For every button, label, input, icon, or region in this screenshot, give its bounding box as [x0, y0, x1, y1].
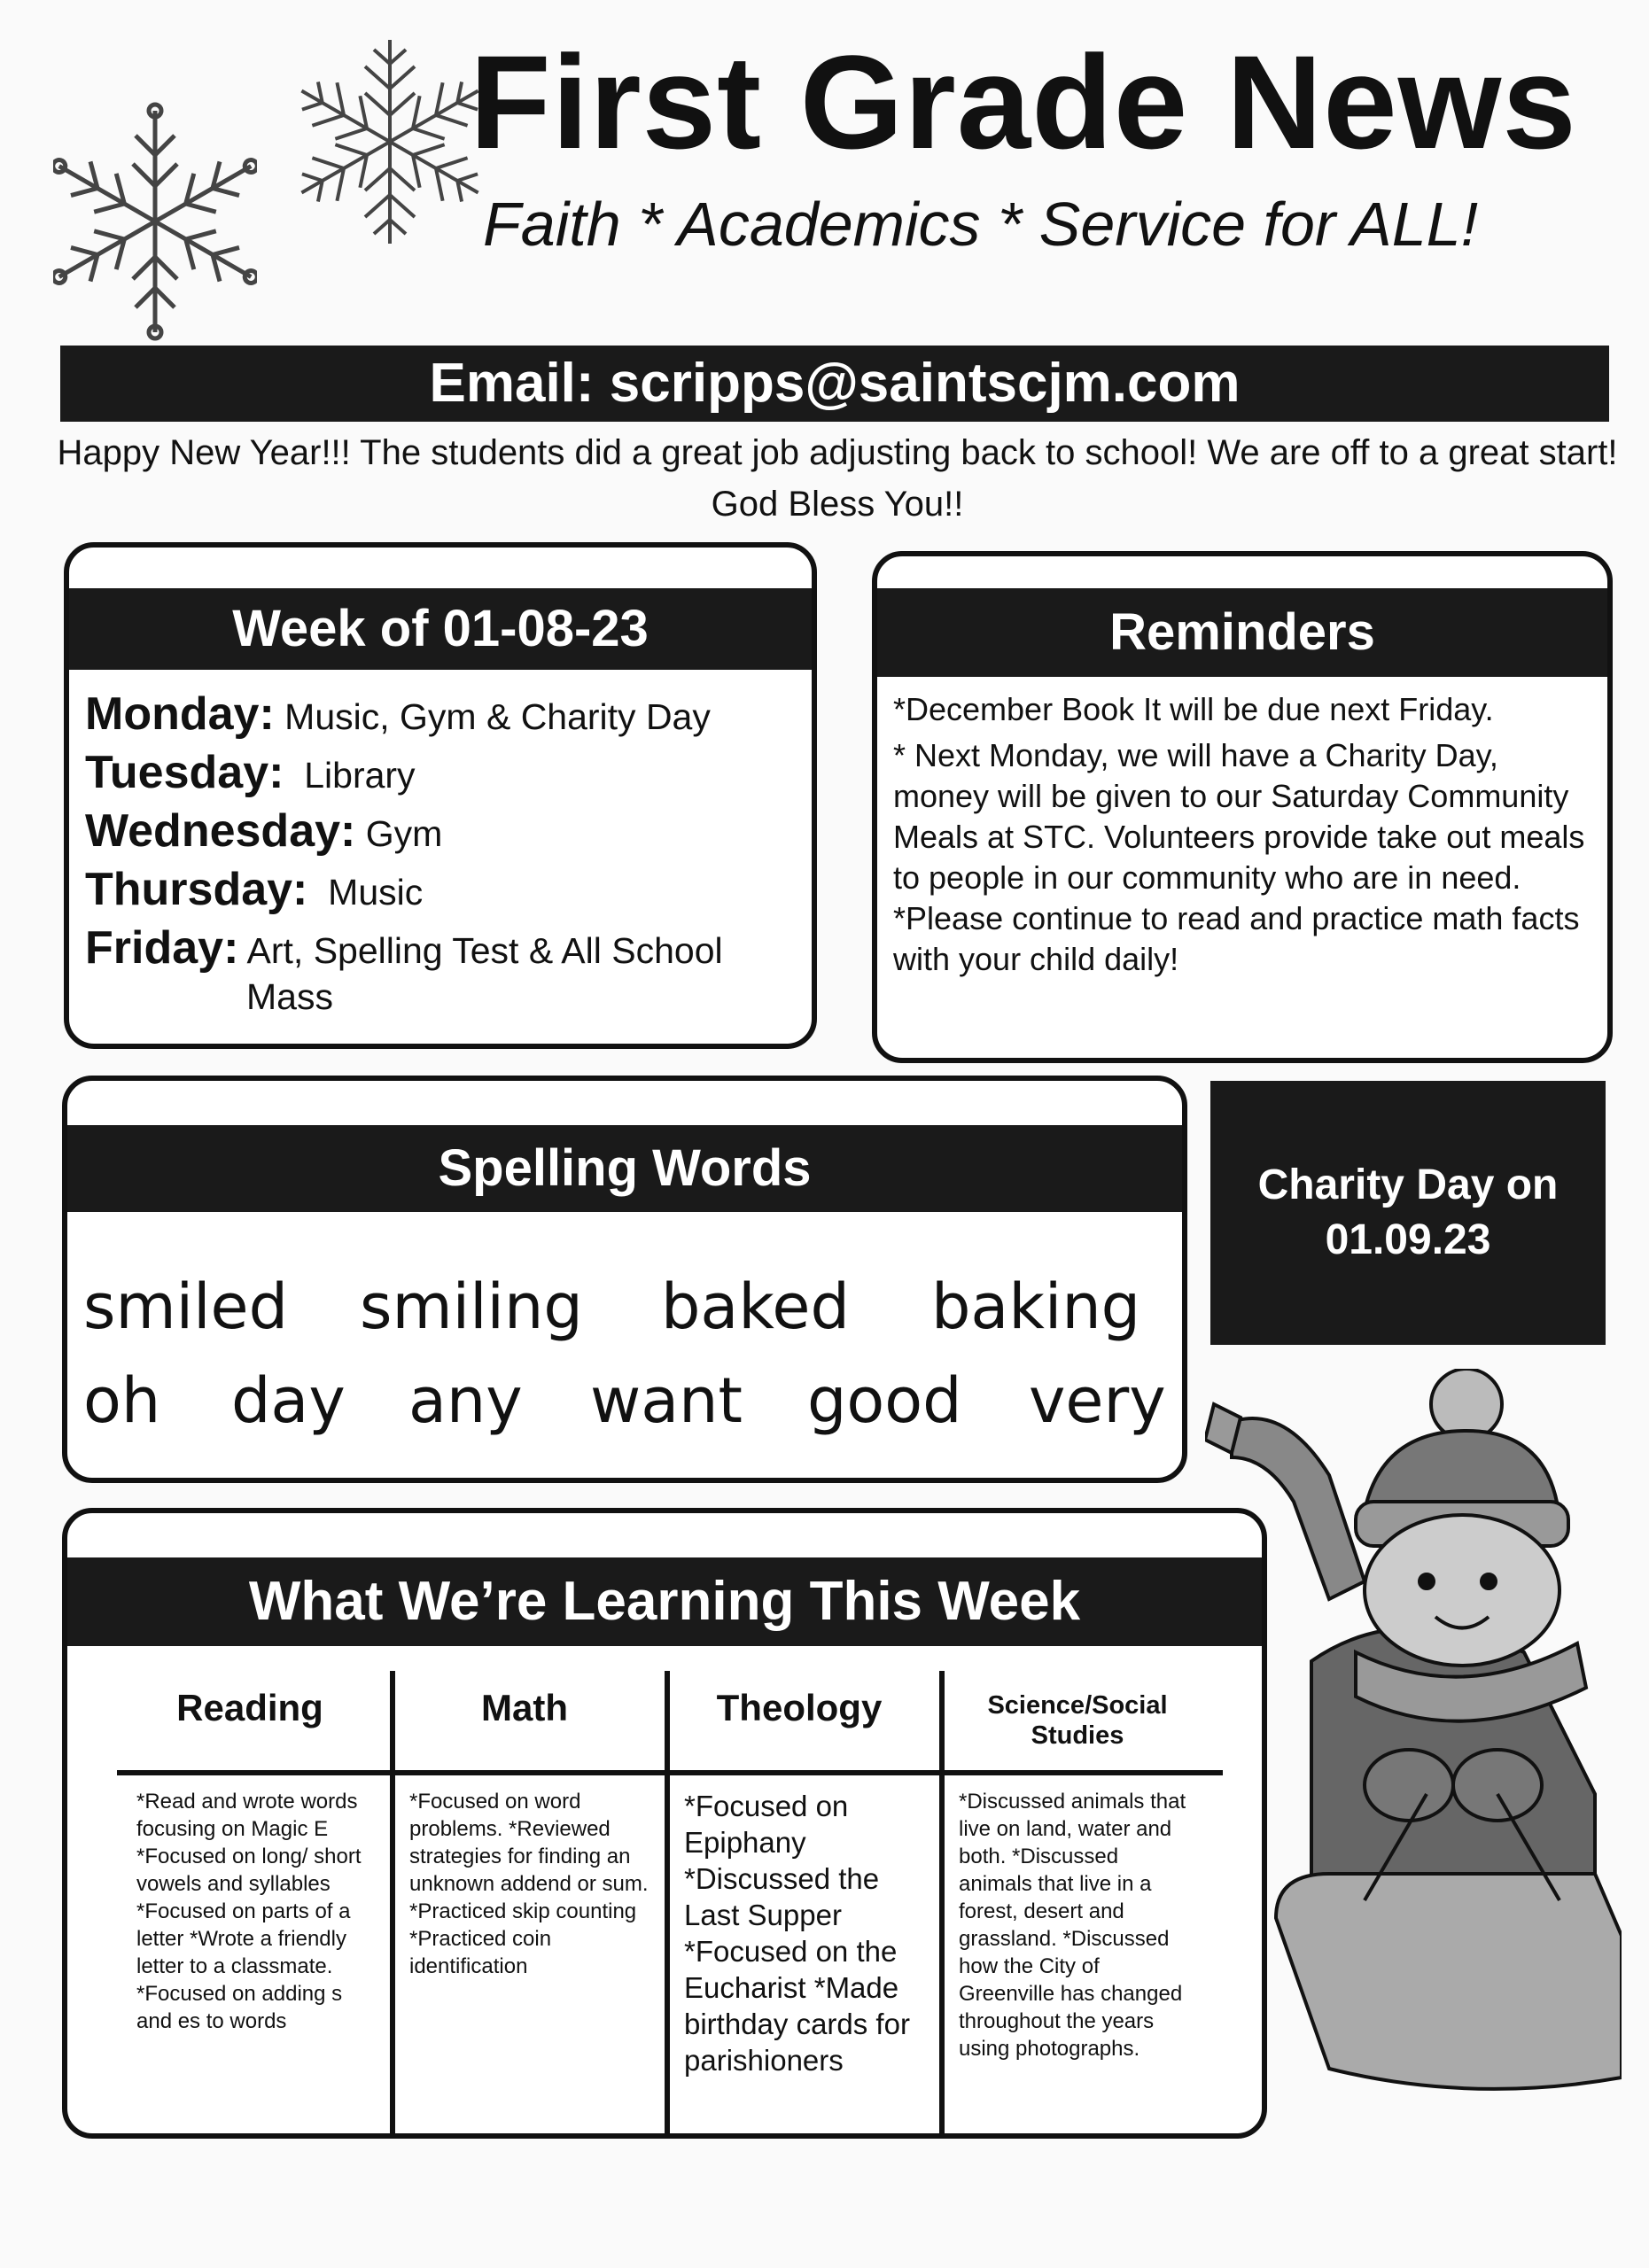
spelling-word: baking [931, 1270, 1141, 1343]
spelling-word: smiled [83, 1270, 289, 1343]
reminders-list [893, 689, 1593, 980]
column-text-theology: *Focused on Epiphany *Discussed the Last Supper *Focused on the Eucharist *Made birthday cards for parishioners [684, 1790, 910, 2077]
column-heading-science: Science/Social Studies [987, 1691, 1168, 1750]
reminders-title: Reminders [877, 588, 1607, 677]
column-heading-theology: Theology [716, 1687, 883, 1728]
spelling-word: baked [661, 1270, 850, 1343]
snowflake-icon-right [284, 35, 496, 248]
spelling-word: day [231, 1364, 346, 1437]
reminder-item: *Please continue to read and practice math facts with your child daily! [893, 900, 1580, 977]
column-divider [390, 1671, 395, 2139]
motto: Faith * Academics * Service for ALL! [483, 190, 1479, 259]
schedule-wednesday: Wednesday: Gym [85, 805, 443, 857]
column-divider [939, 1671, 945, 2139]
table-divider [117, 1770, 1223, 1775]
schedule-monday: Monday: Music, Gym & Charity Day [85, 688, 711, 740]
spelling-word: any [408, 1364, 523, 1437]
charity-day-box [1210, 1081, 1606, 1345]
column-text-science: *Discussed animals that live on land, water and both. *Discussed animals that live in a forest, desert and grassland. *Discussed how the City of Greenville has changed throughout the years using photographs. [959, 1790, 1186, 2061]
reminder-item: * Next Monday, we will have a Charity Day, money will be given to our Saturday Community Meals at STC. Volunteers provide take out meals to people in our community who are in need. [893, 737, 1585, 896]
learning-box [62, 1508, 1267, 2139]
week-title: Week of 01-08-23 [69, 588, 812, 670]
charity-label: Charity Day on [1257, 1161, 1559, 1208]
spelling-word: good [807, 1364, 962, 1437]
schedule-friday: Friday: Art, Spelling Test & All School [85, 922, 723, 974]
learning-title: What We’re Learning This Week [67, 1557, 1262, 1646]
reminder-item: *December Book It will be due next Friday. [893, 691, 1494, 727]
spelling-title: Spelling Words [67, 1125, 1182, 1212]
spelling-word: want [590, 1364, 743, 1437]
column-text-reading: *Read and wrote words focusing on Magic E *Focused on long/ short vowels and syllables *Focused on parts of a letter *Wrote a friendly letter to a classmate. *Focused on adding s and es to words [136, 1790, 362, 2033]
spelling-box [62, 1076, 1187, 1483]
spelling-word: very [1029, 1364, 1166, 1437]
spelling-word: oh [83, 1364, 161, 1437]
spelling-word: smiling [360, 1270, 583, 1343]
column-heading-reading: Reading [176, 1687, 323, 1728]
page-title: First Grade News [470, 27, 1577, 176]
schedule-thursday: Thursday: Music [85, 864, 424, 915]
charity-date: 01.09.23 [1325, 1216, 1491, 1263]
reminders-box [872, 551, 1613, 1063]
email-banner: Email: scripps@saintscjm.com [60, 346, 1609, 422]
snowflake-icon-left [53, 97, 257, 346]
schedule-friday-cont: Mass [246, 976, 333, 1017]
column-heading-math: Math [481, 1687, 568, 1728]
intro-text: Happy New Year!!! The students did a great job adjusting back to school! We are off to a great start! God Bless You!! [57, 433, 1618, 524]
schedule-tuesday: Tuesday: Library [85, 747, 416, 798]
column-text-math: *Focused on word problems. *Reviewed strategies for finding an unknown addend or sum. *Practiced skip counting *Practiced coin identification [409, 1790, 649, 1978]
week-schedule-box [64, 542, 817, 1049]
child-sled-illustration [1205, 1369, 1622, 2122]
column-divider [665, 1671, 670, 2139]
